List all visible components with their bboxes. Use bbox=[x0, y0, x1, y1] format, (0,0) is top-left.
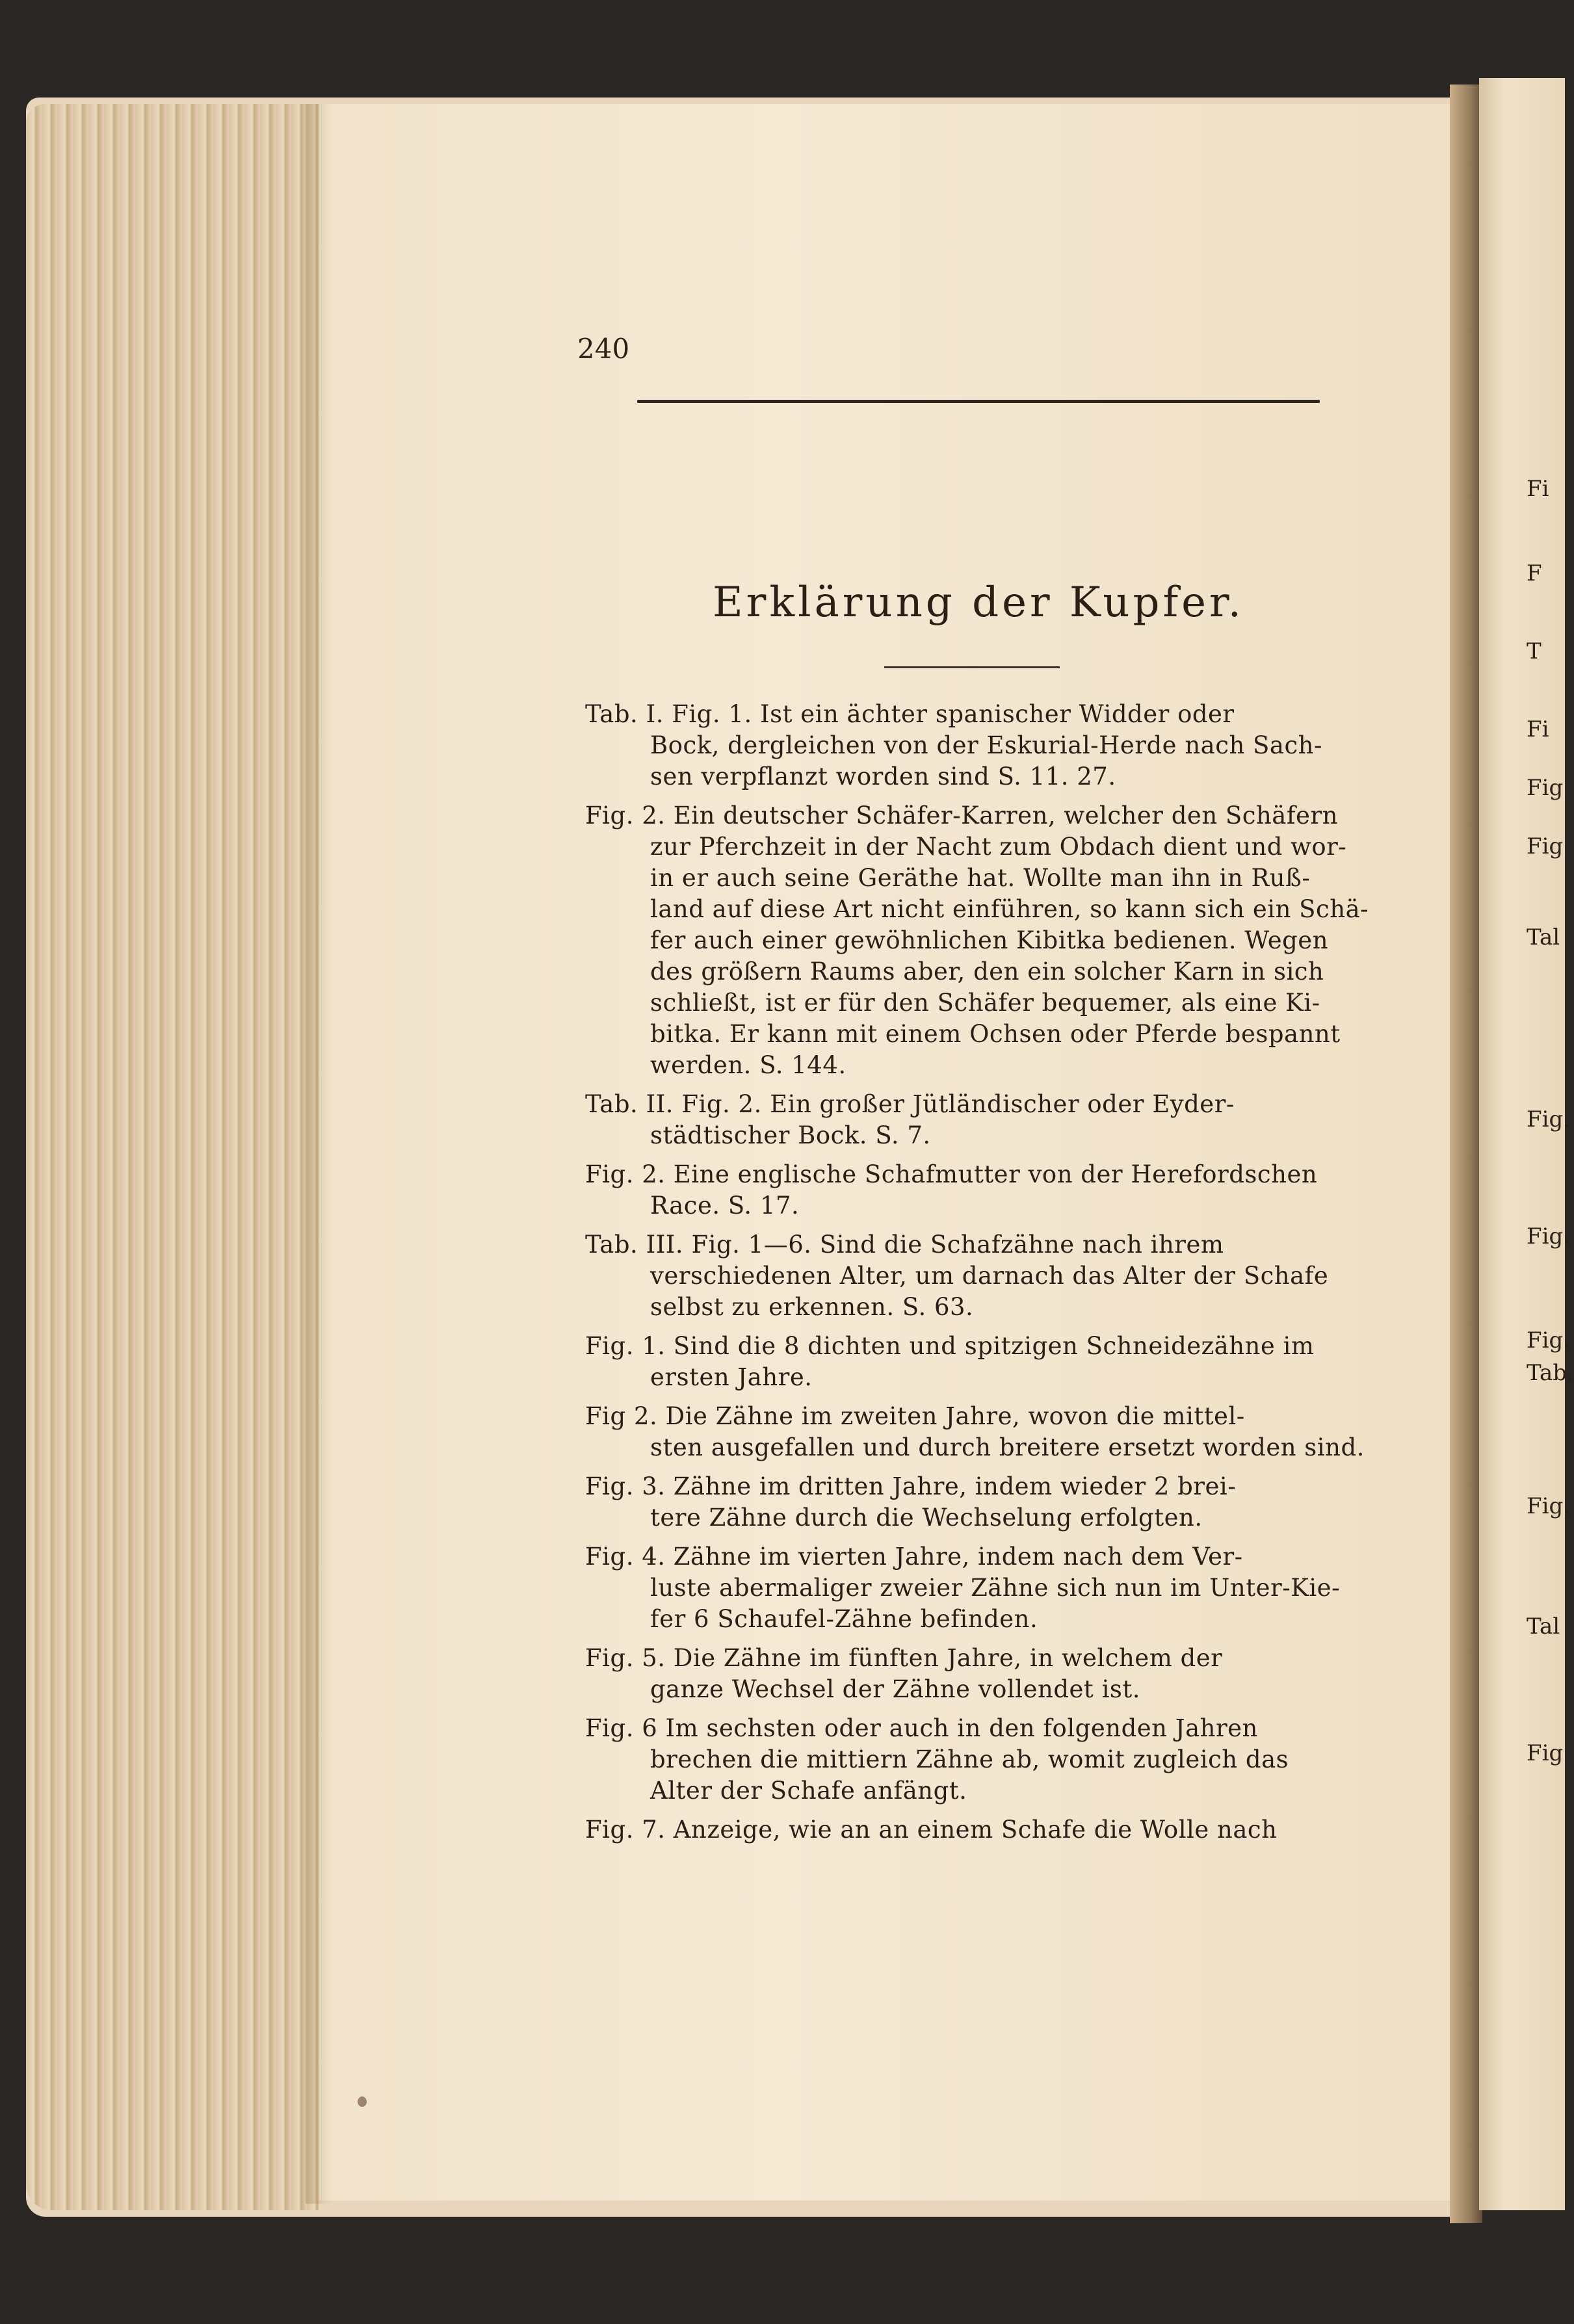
entry-line: schließt, ist er für den Schäfer bequemer, als eine Ki- bbox=[650, 989, 1320, 1017]
facing-fragment: T bbox=[1527, 638, 1541, 664]
book-gutter bbox=[1450, 85, 1482, 2223]
facing-fragment: Tab. bbox=[1527, 1360, 1574, 1386]
entry-tab1-fig1 bbox=[585, 699, 1391, 792]
facing-fragment: Fig bbox=[1527, 775, 1564, 801]
entry-line: Fig 2. Die Zähne im zweiten Jahre, wovon die mittel- bbox=[585, 1402, 1245, 1430]
facing-fragment: F bbox=[1527, 560, 1542, 586]
facing-fragment: Fig. bbox=[1527, 1106, 1571, 1132]
entry-fig2-zaehne bbox=[585, 1401, 1391, 1463]
header-rule bbox=[637, 400, 1320, 403]
entry-line: Tab. II. Fig. 2. Ein großer Jütländischer oder Eyder- bbox=[585, 1090, 1235, 1118]
entry-line: Fig. 6 Im sechsten oder auch in den folgenden Jahren bbox=[585, 1714, 1258, 1742]
entry-fig1-zaehne bbox=[585, 1331, 1391, 1393]
entry-line: verschiedenen Alter, um darnach das Alter der Schafe bbox=[650, 1262, 1329, 1290]
entry-line: Bock, dergleichen von der Eskurial-Herde nach Sach- bbox=[650, 731, 1323, 759]
entry-line: Fig. 5. Die Zähne im fünften Jahre, in welchem der bbox=[585, 1644, 1223, 1672]
entry-line: sten ausgefallen und durch breitere ersetzt worden sind. bbox=[650, 1433, 1365, 1461]
page-title: Erklärung der Kupfer. bbox=[713, 579, 1244, 627]
entry-line: selbst zu erkennen. S. 63. bbox=[650, 1293, 974, 1321]
entry-line: städtischer Bock. S. 7. bbox=[650, 1121, 931, 1149]
entry-fig2-schafmutter bbox=[585, 1159, 1391, 1221]
entry-line: ganze Wechsel der Zähne vollendet ist. bbox=[650, 1675, 1141, 1703]
entry-line: Alter der Schafe anfängt. bbox=[650, 1777, 967, 1805]
plate-explanations bbox=[585, 699, 1391, 1853]
facing-fragment: Fi bbox=[1527, 476, 1549, 502]
entry-line: brechen die mittiern Zähne ab, womit zugleich das bbox=[650, 1745, 1289, 1773]
entry-line: sen verpflanzt worden sind S. 11. 27. bbox=[650, 763, 1116, 790]
entry-line: bitka. Er kann mit einem Ochsen oder Pferde bespannt bbox=[650, 1020, 1341, 1048]
entry-line: Fig. 1. Sind die 8 dichten und spitzigen Schneidezähne im bbox=[585, 1332, 1315, 1360]
page-number: 240 bbox=[577, 333, 630, 365]
entry-line: Fig. 7. Anzeige, wie an an einem Schafe die Wolle nach bbox=[585, 1816, 1278, 1844]
entry-fig2-karren bbox=[585, 800, 1391, 1081]
facing-fragment: Fig. bbox=[1527, 1493, 1571, 1519]
page-edge-shadow bbox=[306, 104, 332, 2204]
entry-line: Tab. III. Fig. 1—6. Sind die Schafzähne nach ihrem bbox=[585, 1231, 1224, 1259]
entry-line: Fig. 4. Zähne im vierten Jahre, indem nach dem Ver- bbox=[585, 1543, 1243, 1571]
entry-fig3-zaehne bbox=[585, 1471, 1391, 1534]
entry-line: des größern Raums aber, den ein solcher Karn in sich bbox=[650, 958, 1324, 986]
facing-fragment: Fi bbox=[1527, 716, 1549, 742]
ink-spot bbox=[358, 2096, 367, 2107]
entry-line: fer auch einer gewöhnlichen Kibitka bedienen. Wegen bbox=[650, 926, 1329, 954]
entry-line: Fig. 2. Eine englische Schafmutter von der Herefordschen bbox=[585, 1160, 1318, 1188]
entry-fig4-zaehne bbox=[585, 1541, 1391, 1635]
entry-fig6-zaehne bbox=[585, 1713, 1391, 1807]
facing-fragment: Fig. bbox=[1527, 1327, 1571, 1353]
entry-line: land auf diese Art nicht einführen, so kann sich ein Schä- bbox=[650, 895, 1369, 923]
entry-line: luste abermaliger zweier Zähne sich nun im Unter-Kie- bbox=[650, 1574, 1341, 1602]
entry-fig5-zaehne bbox=[585, 1643, 1391, 1705]
facing-fragment: Tal bbox=[1527, 924, 1560, 950]
facing-fragment: Fig bbox=[1527, 833, 1564, 859]
entry-line: ersten Jahre. bbox=[650, 1363, 813, 1391]
entry-fig7-wolle bbox=[585, 1814, 1391, 1846]
entry-line: werden. S. 144. bbox=[650, 1051, 846, 1079]
entry-line: tere Zähne durch die Wechselung erfolgten. bbox=[650, 1504, 1203, 1532]
title-rule bbox=[884, 666, 1060, 668]
facing-page bbox=[1479, 78, 1565, 2210]
page-edges bbox=[26, 104, 319, 2210]
entry-line: fer 6 Schaufel-Zähne befinden. bbox=[650, 1605, 1038, 1633]
entry-line: Fig. 2. Ein deutscher Schäfer-Karren, welcher den Schäfern bbox=[585, 802, 1338, 829]
entry-line: Fig. 3. Zähne im dritten Jahre, indem wieder 2 brei- bbox=[585, 1472, 1237, 1500]
facing-fragment: Fig. bbox=[1527, 1223, 1571, 1249]
entry-tab2-fig2 bbox=[585, 1089, 1391, 1151]
facing-fragment: Tal bbox=[1527, 1613, 1560, 1639]
entry-line: zur Pferchzeit in der Nacht zum Obdach dient und wor- bbox=[650, 833, 1347, 861]
entry-line: Race. S. 17. bbox=[650, 1192, 800, 1220]
entry-tab3 bbox=[585, 1229, 1391, 1323]
facing-fragment: Fig bbox=[1527, 1740, 1564, 1766]
entry-line: in er auch seine Geräthe hat. Wollte man ihn in Ruß- bbox=[650, 864, 1311, 892]
entry-line: Tab. I. Fig. 1. Ist ein ächter spanischer Widder oder bbox=[585, 700, 1235, 728]
